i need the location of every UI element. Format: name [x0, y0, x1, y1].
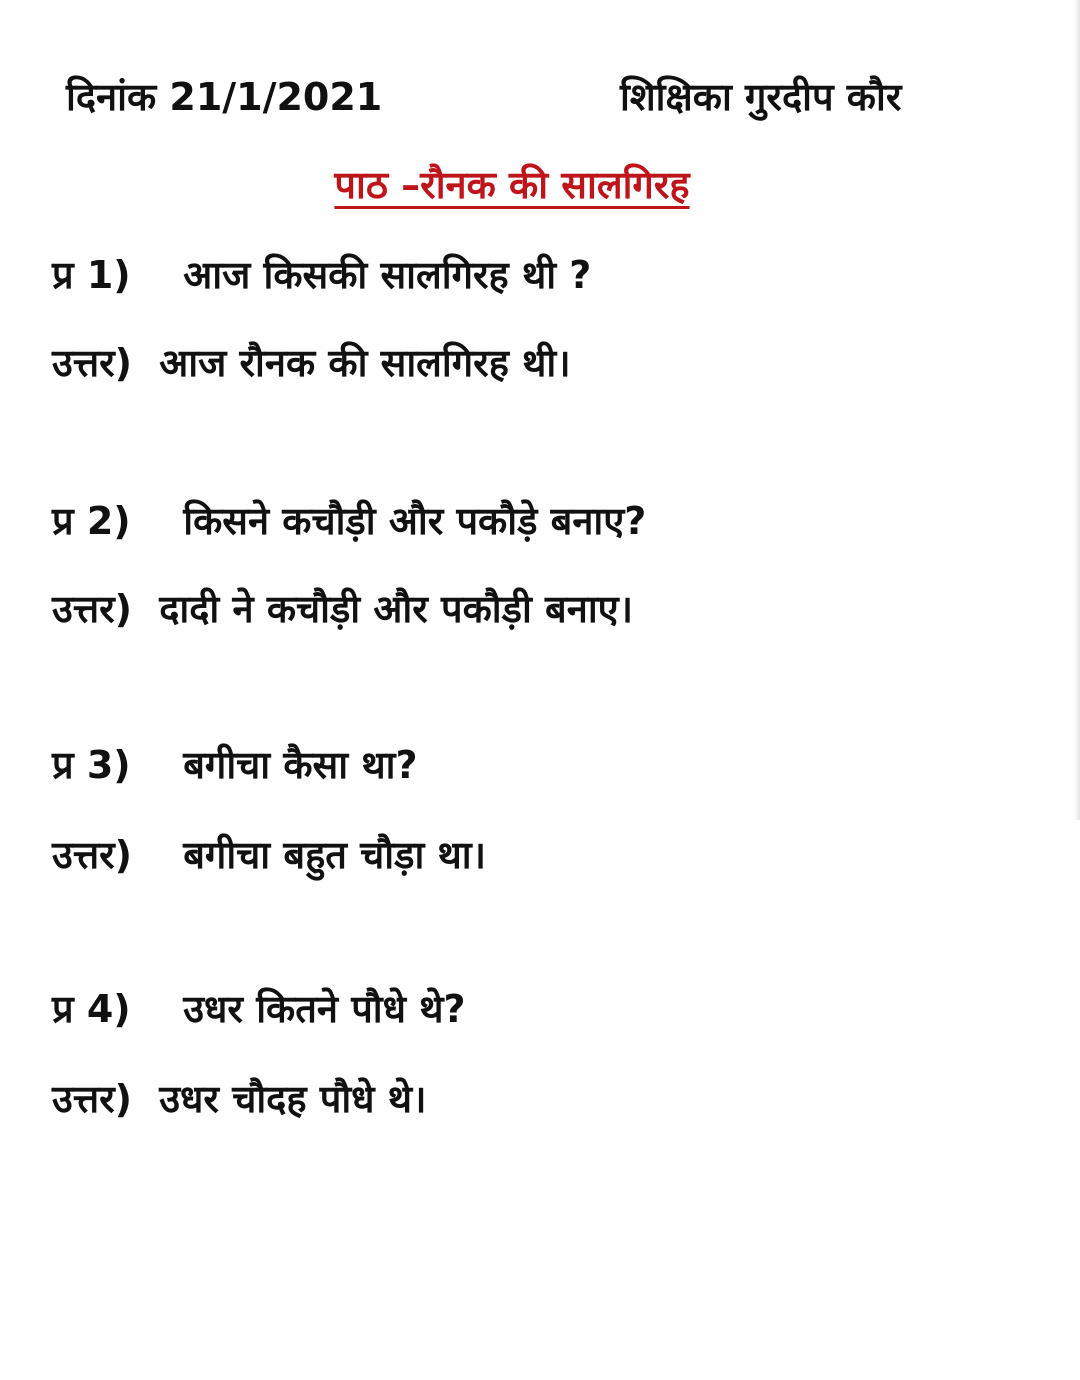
answer-3-label: उत्तर)	[52, 833, 132, 877]
answer-4	[52, 1077, 427, 1121]
question-4	[52, 987, 466, 1031]
question-3-text: बगीचा कैसा था?	[183, 743, 418, 787]
question-1-label: प्र 1)	[52, 253, 131, 297]
answer-2-text: दादी ने कचौड़ी और पकौड़ी बनाए।	[159, 587, 634, 631]
question-2-label: प्र 2)	[52, 499, 131, 543]
question-2-text: किसने कचौड़ी और पकौड़े बनाए?	[183, 499, 647, 543]
lesson-title: पाठ –रौनक की सालगिरह	[334, 163, 690, 207]
question-3-label: प्र 3)	[52, 743, 131, 787]
question-1	[52, 253, 592, 297]
question-4-label: प्र 4)	[52, 987, 131, 1031]
question-3	[52, 743, 418, 787]
answer-4-text: उधर चौदह पौधे थे।	[159, 1077, 427, 1121]
answer-2	[52, 587, 634, 631]
teacher-name: शिक्षिका गुरदीप कौर	[620, 75, 902, 119]
date-label: दिनांक	[66, 75, 157, 119]
answer-1-text: आज रौनक की सालगिरह थी।	[159, 341, 571, 385]
answer-3	[52, 833, 487, 877]
page-edge-shadow	[1074, 0, 1080, 820]
date-value: 21/1/2021	[169, 75, 383, 119]
answer-1-label: उत्तर)	[52, 341, 132, 385]
answer-4-label: उत्तर)	[52, 1077, 132, 1121]
answer-1	[52, 341, 571, 385]
question-4-text: उधर कितने पौधे थे?	[183, 987, 466, 1031]
question-1-text: आज किसकी सालगिरह थी ?	[183, 253, 592, 297]
date-line	[66, 75, 383, 119]
answer-3-text: बगीचा बहुत चौड़ा था।	[183, 833, 487, 877]
question-2	[52, 499, 647, 543]
answer-2-label: उत्तर)	[52, 587, 132, 631]
